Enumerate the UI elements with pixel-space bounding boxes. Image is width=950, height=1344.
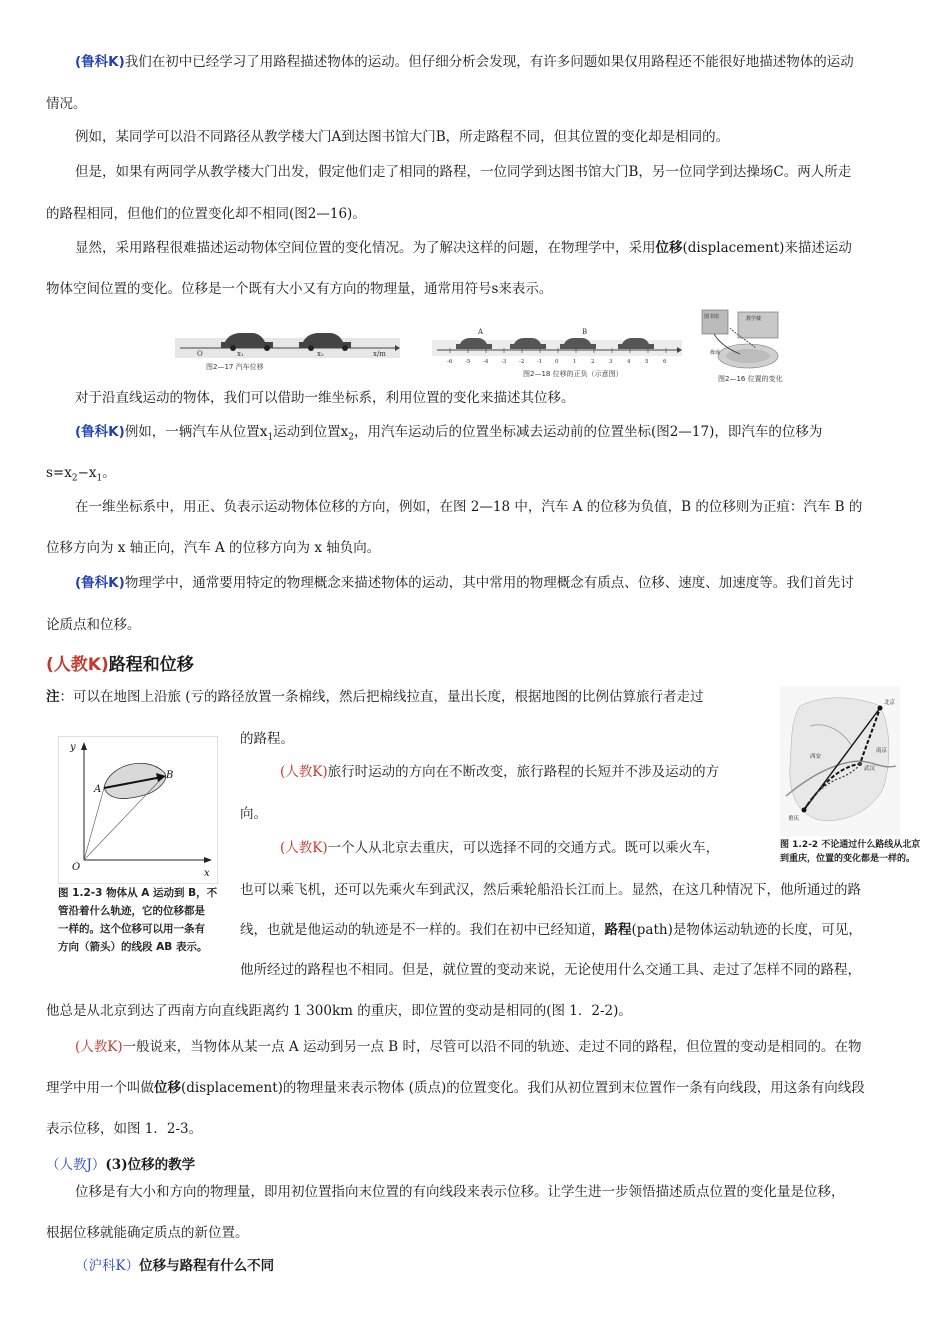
paragraph-9-line-2: 向。 <box>240 806 267 822</box>
term-path: 路程 <box>604 922 632 938</box>
axis-tick-label: -2 <box>519 359 525 365</box>
figure-2-18-signed-displacement <box>432 322 682 367</box>
paragraph-4-line-1: 显然，采用路程很难描述运动物体空间位置的变化情况。为了解决这样的问题，在物理学中，采用位移(displacement)来描述运动 <box>75 240 852 256</box>
axis-tick-label: 6 <box>663 359 667 365</box>
note-label: 注 <box>46 689 60 705</box>
source-tag: (鲁科K) <box>75 424 125 440</box>
paragraph-6-line-2: $s=x_2-x_1$。 <box>46 465 116 484</box>
paragraph-3-line-1: 但是，如果有两同学从教学楼大门出发，假定他们走了相同的路程，一位同学到达图书馆大门B，另一位同学到达操场C。两人所走 <box>75 164 852 180</box>
figure-1-2-3-caption-1: 图 1.2-3 物体从 A 运动到 B，不 <box>58 887 218 899</box>
paragraph-5: 对于沿直线运动的物体，我们可以借助一维坐标系，利用位置的变化来描述其位移。 <box>75 390 575 406</box>
paragraph-10-line-2: 也可以乘飞机，还可以先乘火车到武汉，然后乘轮船沿长江而上。显然，在这几种情况下，他所通过的路 <box>240 882 861 898</box>
figure-1-2-2-route-map <box>780 686 900 836</box>
svg-text:重庆: 重庆 <box>788 816 800 822</box>
svg-text:图书馆: 图书馆 <box>704 314 720 320</box>
term-displacement: 位移 <box>655 240 683 256</box>
axis-tick-label: -5 <box>465 359 471 365</box>
svg-text:O: O <box>197 350 203 358</box>
figure-2-17-caption: 图2—17 汽车位移 <box>206 363 264 371</box>
paragraph-9-line-1: (人教K)旅行时运动的方向在不断改变，旅行路程的长短并不涉及运动的方 <box>280 764 720 780</box>
section-heading: (人教K)路程和位移 <box>46 655 194 675</box>
svg-text:x/m: x/m <box>373 350 386 358</box>
axis-tick-label: 3 <box>609 359 613 365</box>
term-displacement: 位移 <box>154 1080 181 1096</box>
paragraph-7-line-2: 位移方向为 x 轴正向，汽车 A 的位移方向为 x 轴负向。 <box>46 540 381 556</box>
paragraph-1-line-1: (鲁科K)我们在初中已经学习了用路程描述物体的运动。但仔细分析会发现，有许多问题如果仅用路程还不能很好地描述物体的运动 <box>75 54 854 70</box>
source-tag: (鲁科K) <box>75 54 125 70</box>
paragraph-8-line-2: 论质点和位移。 <box>46 617 141 633</box>
figure-1-2-3-caption-3: 一样的。这个位移可以用一条有 <box>58 923 205 935</box>
paragraph-12: （人教J）(3)位移的教学 <box>46 1157 196 1173</box>
svg-text:教学楼: 教学楼 <box>746 316 762 322</box>
paragraph-8-line-1: (鲁科K)物理学中，通常要用特定的物理概念来描述物体的运动，其中常用的物理概念有质点、位移、速度、加速度等。我们首先讨 <box>75 575 854 591</box>
paragraph-2: 例如，某同学可以沿不同路径从教学楼大门A到达图书馆大门B，所走路程不同，但其位置的变化却是相同的。 <box>75 129 730 145</box>
paragraph-14: （沪科K）位移与路程有什么不同 <box>75 1258 275 1274</box>
axis-tick-label: -1 <box>537 359 543 365</box>
car-icon <box>456 338 492 349</box>
source-tag: （沪科K） <box>75 1258 140 1274</box>
source-tag: (人教K) <box>46 655 109 675</box>
figure-2-16-caption: 图2—16 位置的变化 <box>718 375 783 383</box>
paragraph-13-line-2: 根据位移就能确定质点的新位置。 <box>46 1225 249 1241</box>
axis-tick-label: 4 <box>627 359 631 365</box>
svg-text:B: B <box>166 770 174 781</box>
paragraph-4-line-2: 物体空间位置的变化。位移是一个既有大小又有方向的物理量，通常用符号s来表示。 <box>46 281 553 297</box>
figure-2-18-caption: 图2—18 位移的正负（示意图） <box>523 370 623 378</box>
paragraph-11-line-1: (人教K)一般说来，当物体从某一点 A 运动到另一点 B 时，尽管可以沿不同的轨迹、走过不同的路程，但位置的变动是相同的。在物 <box>75 1039 862 1055</box>
paragraph-10-line-4: 他所经过的路程也不相同。但是，就位置的变动来说，无论使用什么交通工具、走过了怎样不同的路程， <box>240 962 861 978</box>
source-tag: （人教J） <box>46 1157 106 1173</box>
axis-tick-label: -3 <box>501 359 507 365</box>
figure-1-2-3-displacement-ab <box>58 736 218 884</box>
axis-tick-label: 5 <box>645 359 649 365</box>
figure-2-16-position-change <box>700 308 782 372</box>
figure-1-2-2-caption-2: 到重庆，位置的变化都是一样的。 <box>780 854 916 864</box>
axis-tick-label: -6 <box>447 359 453 365</box>
source-tag: (人教K) <box>75 1039 123 1055</box>
svg-text:西安: 西安 <box>810 754 822 760</box>
car-icon <box>510 338 546 349</box>
paragraph-10-line-1: (人教K)一个人从北京去重庆，可以选择不同的交通方式。既可以乘火车， <box>280 840 720 856</box>
paragraph-13-line-1: 位移是有大小和方向的物理量，即用初位置指向末位置的有向线段来表示位移。让学生进一步领悟描述质点位置的变化量是位移， <box>75 1184 845 1200</box>
paragraph-3-line-2: 的路程相同，但他们的位置变化却不相同(图2—16)。 <box>46 206 366 222</box>
source-tag: (人教K) <box>280 764 328 780</box>
axis-tick-label: 2 <box>591 359 595 365</box>
paragraph-10-line-5: 他总是从北京到达了西南方向直线距离约 1 300km 的重庆，即位置的变动是相同的(图 1．2-2)。 <box>46 1003 632 1019</box>
axis-tick-label: 1 <box>573 359 577 365</box>
svg-text:A: A <box>478 328 484 336</box>
svg-text:B: B <box>582 328 588 336</box>
axis-tick-label: 0 <box>555 359 559 365</box>
svg-text:y: y <box>70 742 76 753</box>
car-icon <box>618 338 654 349</box>
paragraph-11-line-3: 表示位移，如图 1．2-3。 <box>46 1121 203 1137</box>
car-icon <box>560 338 596 349</box>
paragraph-7-line-1: 在一维坐标系中，用正、负表示运动物体位移的方向，例如，在图 2—18 中，汽车 A 的位移为负值，B 的位移则为正疽：汽车 B 的 <box>75 499 863 515</box>
axis-tick-label: -4 <box>483 359 489 365</box>
figure-1-2-3-caption-4: 方向（箭头）的线段 AB 表示。 <box>58 941 208 953</box>
svg-text:南京: 南京 <box>876 748 888 754</box>
svg-text:武汉: 武汉 <box>864 766 876 772</box>
svg-text:x: x <box>204 868 210 879</box>
svg-text:A: A <box>94 784 102 795</box>
figure-1-2-2-caption-1: 图 1.2-2 不论通过什么路线从北京 <box>780 840 921 850</box>
note-line-1: 注：可以在地图上沿旅 (亏的路径放置一条棉线，然后把棉线拉直，量出长度，根据地图的比例估算旅行者走过 <box>46 689 704 705</box>
svg-text:x₂: x₂ <box>317 350 324 358</box>
svg-text:O: O <box>72 862 81 873</box>
figure-1-2-3-caption-2: 管沿着什么轨迹，它的位移都是 <box>58 905 205 917</box>
source-tag: (鲁科K) <box>75 575 125 591</box>
svg-text:操场: 操场 <box>710 350 721 356</box>
paragraph-10-line-3: 线，也就是他运动的轨迹是不一样的。我们在初中已经知道，路程(path)是物体运动轨迹的长度，可见， <box>240 922 862 938</box>
svg-text:北京: 北京 <box>884 700 896 706</box>
source-tag: (人教K) <box>280 840 328 856</box>
paragraph-6-line-1: (鲁科K)例如，一辆汽车从位置$x_1$运动到位置$x_2$，用汽车运动后的位置坐标减去运动前的位置坐标(图2—17)，即汽车的位移为 <box>75 424 823 443</box>
paragraph-11-line-2: 理学中用一个叫做位移(displacement)的物理量来表示物体 (质点)的位置变化。我们从初位置到末位置作一条有向线段，用这条有向线段 <box>46 1080 865 1096</box>
paragraph-1-line-2: 情况。 <box>46 96 87 112</box>
note-line-2: 的路程。 <box>240 731 294 747</box>
svg-text:x₁: x₁ <box>237 350 244 358</box>
